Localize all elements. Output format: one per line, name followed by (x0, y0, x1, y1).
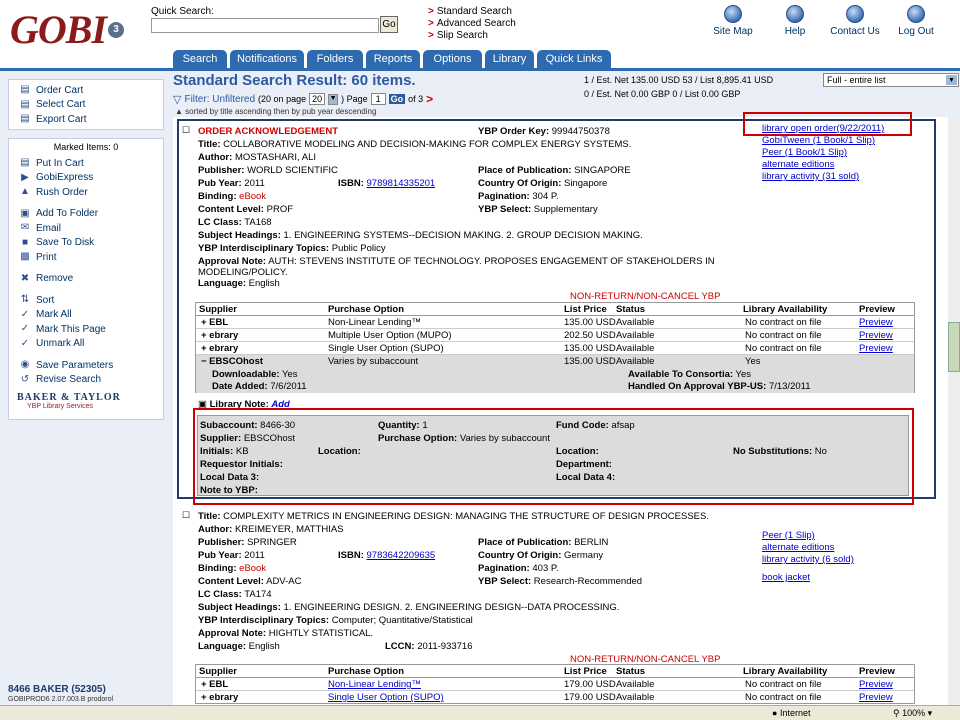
record-2-publisher: Publisher: SPRINGER (198, 537, 297, 548)
view-select[interactable]: Full - entire list ▼ (823, 73, 959, 87)
filter-bar: ▽ Filter: Unfiltered (20 on page 20 ▼ ) Page 1 Go of 3 > (173, 92, 434, 106)
record-1-ybp-select: YBP Select: Supplementary (478, 204, 598, 215)
tab-search[interactable]: Search (173, 50, 227, 68)
record-1-country: Country Of Origin: Singapore (478, 178, 608, 189)
tab-options[interactable]: Options (423, 50, 482, 68)
note-icon: ▣ (198, 399, 207, 410)
actions-panel (8, 138, 164, 420)
express-icon: ▶ (21, 171, 29, 183)
purchase-option-link[interactable]: Non-Linear Lending™ (328, 679, 421, 690)
standard-search-link[interactable]: > Standard Search (428, 6, 512, 17)
cart-icon: ▤ (20, 157, 30, 169)
highlight-open-order (743, 112, 912, 136)
contact-icon (846, 5, 864, 23)
library-note: ▣ Library Note: Add (198, 399, 290, 410)
table-row-expanded: − EBSCOhost Varies by subaccount 135.00 USD Available Yes Downloadable: Yes Available To Consortia: Yes Date Added: 7/6/2011 Handled On Approval YBP-US: 7/13/2011 (196, 355, 914, 393)
tab-quick-links[interactable]: Quick Links (537, 50, 611, 68)
print-link[interactable]: ▩ Print (20, 251, 57, 263)
sort-icon: ⇅ (20, 294, 30, 306)
record-2-subjects: Subject Headings: 1. ENGINEERING DESIGN. 2. ENGINEERING DESIGN--DATA PROCESSING. (198, 602, 620, 613)
record-2-author: Author: KREIMEYER, MATTHIAS (198, 524, 344, 535)
order-key: YBP Order Key: 99944750378 (478, 126, 610, 137)
next-page-icon[interactable]: > (426, 92, 434, 106)
filter-icon[interactable]: ▽ (173, 93, 182, 106)
sort-note: ▲ sorted by title ascending then by pub year descending (175, 107, 377, 116)
record-1-supplier-table (195, 302, 915, 393)
table-row: + ebrary Multiple User Option (MUPO) 202.50 USD Available No contract on file Preview (196, 329, 914, 342)
book-jacket-link[interactable]: book jacket (762, 572, 811, 583)
per-page-select[interactable]: 20 (309, 93, 325, 105)
alternate-editions-link[interactable]: alternate editions (762, 542, 835, 553)
rush-order-link[interactable]: ▲ Rush Order (20, 186, 88, 198)
record-2-interdisc: YBP Interdisciplinary Topics: Computer; Quantitative/Statistical (198, 615, 473, 626)
disk-icon: ■ (21, 236, 29, 248)
preview-link[interactable]: Preview (859, 692, 893, 703)
uncheck-icon: ✓ (20, 337, 30, 349)
record-2-country: Country Of Origin: Germany (478, 550, 604, 561)
record-1-approval: Approval Note: AUTH: STEVENS INSTITUTE OF TECHNOLOGY. PROPOSES ENGAGEMENT OF STAKEHOLDERS IN MODELING/POLICY. (198, 256, 715, 278)
tab-bar-line (0, 68, 960, 71)
cart-icon: ▤ (20, 113, 30, 125)
globe-icon: ● (772, 708, 778, 718)
help-icon (786, 5, 804, 23)
folder-icon: ▣ (20, 207, 30, 219)
check-icon: ✓ (20, 323, 30, 335)
record-2-pub-year: Pub Year: 2011 (198, 550, 265, 561)
cart-icon: ▤ (20, 84, 30, 96)
record-1-pagination: Pagination: 304 P. (478, 191, 559, 202)
page-title: Standard Search Result: 60 items. (173, 72, 416, 89)
quick-search-label: Quick Search: (151, 6, 214, 17)
record-2-supplier-table (195, 664, 915, 704)
help-button[interactable]: Help (765, 5, 825, 37)
record-1-author: Author: MOSTASHARI, ALI (198, 152, 317, 163)
table-row: + ebrary Single User Option (SUPO) 135.00 USD Available No contract on file Preview (196, 342, 914, 355)
record-1-isbn: ISBN: 9789814335201 (338, 178, 436, 189)
record-1-lc-class: LC Class: TA168 (198, 217, 272, 228)
log-out-button[interactable]: Log Out (886, 5, 946, 37)
remove-icon: ✖ (20, 272, 30, 284)
table-header: Supplier Purchase Option List Price Status Library Availability Preview (196, 665, 914, 678)
preview-link[interactable]: Preview (859, 679, 893, 690)
record-1-content-level: Content Level: PROF (198, 204, 294, 215)
tab-notifications[interactable]: Notifications (230, 50, 304, 68)
contact-us-button[interactable]: Contact Us (825, 5, 885, 37)
print-icon: ▩ (20, 251, 30, 263)
preview-link[interactable]: Preview (859, 317, 893, 328)
build-label: GOBIPROD6 2.07.003.B prodorol (8, 696, 114, 703)
record-2-content-level: Content Level: ADV-AC (198, 576, 302, 587)
record-2-binding: Binding: eBook (198, 563, 267, 574)
scrollbar-track[interactable] (948, 117, 960, 705)
export-cart-link[interactable]: ▤ Export Cart (20, 113, 87, 125)
check-icon: ✓ (20, 308, 30, 320)
record-2-language: Language: English (198, 641, 280, 652)
table-row: + ebrary Single User Option (SUPO) 179.00 USD Available No contract on file Preview (201, 692, 893, 703)
record-2-nonreturn: NON-RETURN/NON-CANCEL YBP (570, 654, 721, 665)
save-params-icon: ◉ (20, 359, 30, 371)
record-2-lccn: LCCN: 2011-933716 (385, 641, 473, 652)
site-map-button[interactable]: Site Map (703, 5, 763, 37)
cart-panel (8, 79, 164, 130)
email-link[interactable]: ✉ Email (20, 222, 62, 234)
tab-folders[interactable]: Folders (307, 50, 363, 68)
preview-link[interactable]: Preview (859, 343, 893, 354)
put-in-cart-link[interactable]: ▤ Put In Cart (20, 157, 84, 169)
account-label: 8466 BAKER (52305) (8, 684, 106, 695)
advanced-search-link[interactable]: > Advanced Search (428, 18, 516, 29)
revise-search-link[interactable]: ↺ Revise Search (20, 373, 102, 386)
select-cart-link[interactable]: ▤ Select Cart (20, 98, 86, 111)
email-icon: ✉ (20, 222, 30, 234)
table-header: Supplier Purchase Option List Price Status Library Availability Preview (196, 303, 914, 316)
table-row: + EBL Non-Linear Lending™ 179.00 USD Available No contract on file Preview (196, 678, 914, 691)
record-2-side-links (762, 530, 854, 584)
record-1-nonreturn: NON-RETURN/NON-CANCEL YBP (570, 291, 721, 302)
record-2-checkbox[interactable]: ☐ (182, 510, 191, 520)
library-open-order-link[interactable]: library open order(9/22/2011) (762, 123, 885, 134)
cart-icon: ▤ (20, 98, 30, 110)
order-cart-link[interactable]: ▤ Order Cart (20, 84, 84, 96)
add-to-folder-link[interactable]: ▣ Add To Folder (20, 207, 99, 220)
mark-this-page-link[interactable]: ✓ Mark This Page (20, 323, 106, 335)
record-1-pub-year: Pub Year: 2011 (198, 178, 265, 189)
peer-link[interactable]: Peer (1 Slip) (762, 530, 815, 541)
isbn-link[interactable]: 9783642209635 (366, 550, 436, 561)
slip-search-link[interactable]: > Slip Search (428, 30, 488, 41)
rush-icon: ▲ (20, 186, 30, 198)
quick-search-go-button[interactable]: Go (380, 16, 398, 33)
record-1-title: Title: COLLABORATIVE MODELING AND DECISION-MAKING FOR COMPLEX ENERGY SYSTEMS. (198, 139, 632, 150)
record-2-lc-class: LC Class: TA174 (198, 589, 272, 600)
sort-arrow-icon: ▲ (175, 107, 183, 116)
record-1-interdisc: YBP Interdisciplinary Topics: Public Policy (198, 243, 386, 254)
gobiexpress-link[interactable]: ▶ GobiExpress (9, 171, 163, 186)
page-number-input[interactable]: 1 (371, 93, 386, 105)
record-2-place: Place of Publication: BERLIN (478, 537, 609, 548)
scrollbar-thumb[interactable] (948, 322, 960, 372)
chevron-down-icon[interactable]: ▼ (946, 75, 957, 85)
order-details-box: Subaccount: 8466-30 Quantity: 1 Fund Code: afsap Supplier: EBSCOhost Purchase Option: Varies by subaccount Initials: KB Location: Location: No Substitutions: No Requestor Initials: Department: Local Data 3: Local Data 4: Note to YBP: (197, 415, 909, 496)
purchase-option-link[interactable]: Single User Option (SUPO) (328, 692, 444, 703)
record-1-language: Language: English (198, 278, 280, 289)
baker-taylor-logo: BAKER & TAYLOR YBP Library Services (17, 392, 121, 410)
record-2-pagination: Pagination: 403 P. (478, 563, 559, 574)
table-row: + EBL Non-Linear Lending™ 135.00 USD Available No contract on file Preview (196, 316, 914, 329)
gobitween-link[interactable]: GobiTween (1 Book/1 Slip) (762, 135, 876, 146)
library-activity-link[interactable]: library activity (6 sold) (762, 554, 854, 565)
record-1-binding: Binding: eBook (198, 191, 267, 202)
record-2-isbn: ISBN: 9783642209635 (338, 550, 436, 561)
gobi-logo[interactable]: GOBI (10, 7, 107, 52)
tab-reports[interactable]: Reports (366, 50, 420, 68)
preview-link[interactable]: Preview (859, 330, 893, 341)
record-1-subjects: Subject Headings: 1. ENGINEERING SYSTEMS--DECISION MAKING. 2. GROUP DECISION MAKING. (198, 230, 643, 241)
gobi-logo-version: 3 (108, 22, 124, 38)
mark-all-link[interactable]: ✓ Mark All (20, 308, 72, 321)
order-ack-label: ORDER ACKNOWLEDGEMENT (198, 126, 339, 137)
page-go-button[interactable]: Go (390, 94, 404, 104)
revise-icon: ↺ (20, 373, 30, 385)
zoom-level[interactable]: ⚲ 100% ▾ (893, 708, 933, 718)
record-1-place: Place of Publication: SINGAPORE (478, 165, 631, 176)
save-to-disk-link[interactable]: ■ Save To Disk (9, 236, 163, 251)
record-2-title: Title: COMPLEXITY METRICS IN ENGINEERING DESIGN: MANAGING THE STRUCTURE OF DESIGN PROCESSES. (198, 511, 709, 522)
log-out-icon (907, 5, 925, 23)
tab-library[interactable]: Library (485, 50, 534, 68)
sort-link[interactable]: ⇅ Sort (20, 294, 55, 306)
per-page-dropdown-icon[interactable]: ▼ (328, 94, 338, 105)
usd-stats: 1 / Est. Net 135.00 USD 53 / List 8,895.41 USD (584, 75, 774, 85)
marked-items-count: Marked Items: 0 (53, 142, 119, 152)
unmark-all-link[interactable]: ✓ Unmark All (20, 337, 85, 350)
zone-label: ● Internet (772, 708, 811, 718)
record-2-ybp-select: YBP Select: Research-Recommended (478, 576, 643, 587)
zoom-icon: ⚲ (893, 708, 900, 718)
alternate-editions-link[interactable]: alternate editions (762, 159, 835, 170)
remove-link[interactable]: ✖ Remove (20, 272, 74, 285)
quick-search-input[interactable] (151, 18, 379, 33)
record-2-approval: Approval Note: HIGHTLY STATISTICAL. (198, 628, 374, 639)
add-note-link[interactable]: Add (271, 399, 290, 410)
record-1-checkbox[interactable]: ☐ (182, 125, 191, 135)
record-1-publisher: Publisher: WORLD SCIENTIFIC (198, 165, 338, 176)
save-parameters-link[interactable]: ◉ Save Parameters (20, 359, 114, 371)
gbp-stats: 0 / Est. Net 0.00 GBP 0 / List 0.00 GBP (584, 89, 741, 99)
peer-link[interactable]: Peer (1 Book/1 Slip) (762, 147, 848, 158)
site-map-icon (724, 5, 742, 23)
isbn-link[interactable]: 9789814335201 (366, 178, 436, 189)
library-activity-link[interactable]: library activity (31 sold) (762, 171, 860, 182)
browser-status-bar (0, 705, 960, 720)
